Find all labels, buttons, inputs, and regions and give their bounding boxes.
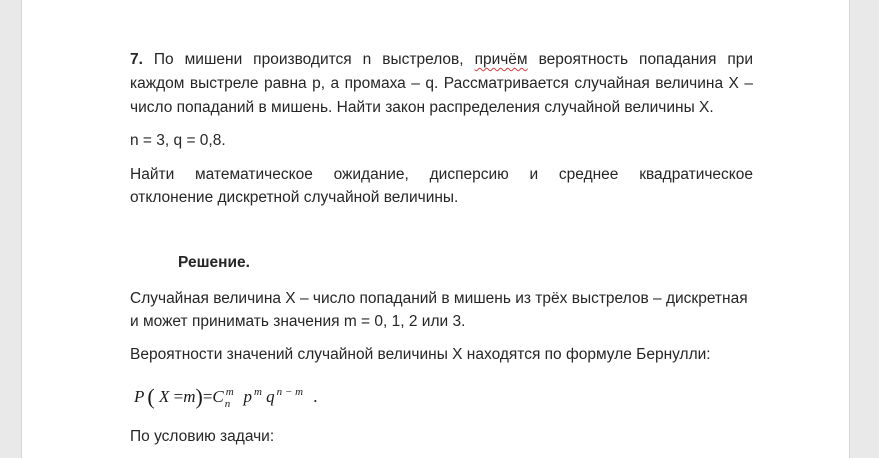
problem-line-3: число попаданий в мишень. Найти закон распределения случайной величины X. — [130, 99, 714, 116]
solution-heading: Решение. — [178, 254, 250, 271]
solution-para2: Вероятности значений случайной величины X находятся по формуле Бернулли: — [130, 346, 711, 363]
problem-line-1: 7. По мишени производится n выстрелов, причём вероятность попадания при — [130, 51, 753, 68]
task-line-1: Найти математическое ожидание, дисперсию и среднее квадратическое — [130, 166, 753, 183]
problem-line-2: каждом выстреле равна p, а промаха – q. Рассматривается случайная величина X – — [130, 75, 753, 92]
problem-params: n = 3, q = 0,8. — [130, 132, 226, 149]
task-line-2: отклонение дискретной случайной величины. — [130, 189, 459, 206]
bernoulli-formula: P ( X =m)=C $^m_n$ p $^m$ q $^{n - m}$ . — [134, 384, 318, 410]
solution-para1-line1: Случайная величина X – число попаданий в мишень из трёх выстрелов – дискретная — [130, 290, 748, 307]
solution-para1-line2: и может принимать значения m = 0, 1, 2 или 3. — [130, 313, 466, 330]
spellcheck-word: причём — [474, 51, 528, 68]
solution-para3: По условию задачи: — [130, 428, 275, 445]
problem-number: 7. — [130, 51, 143, 68]
